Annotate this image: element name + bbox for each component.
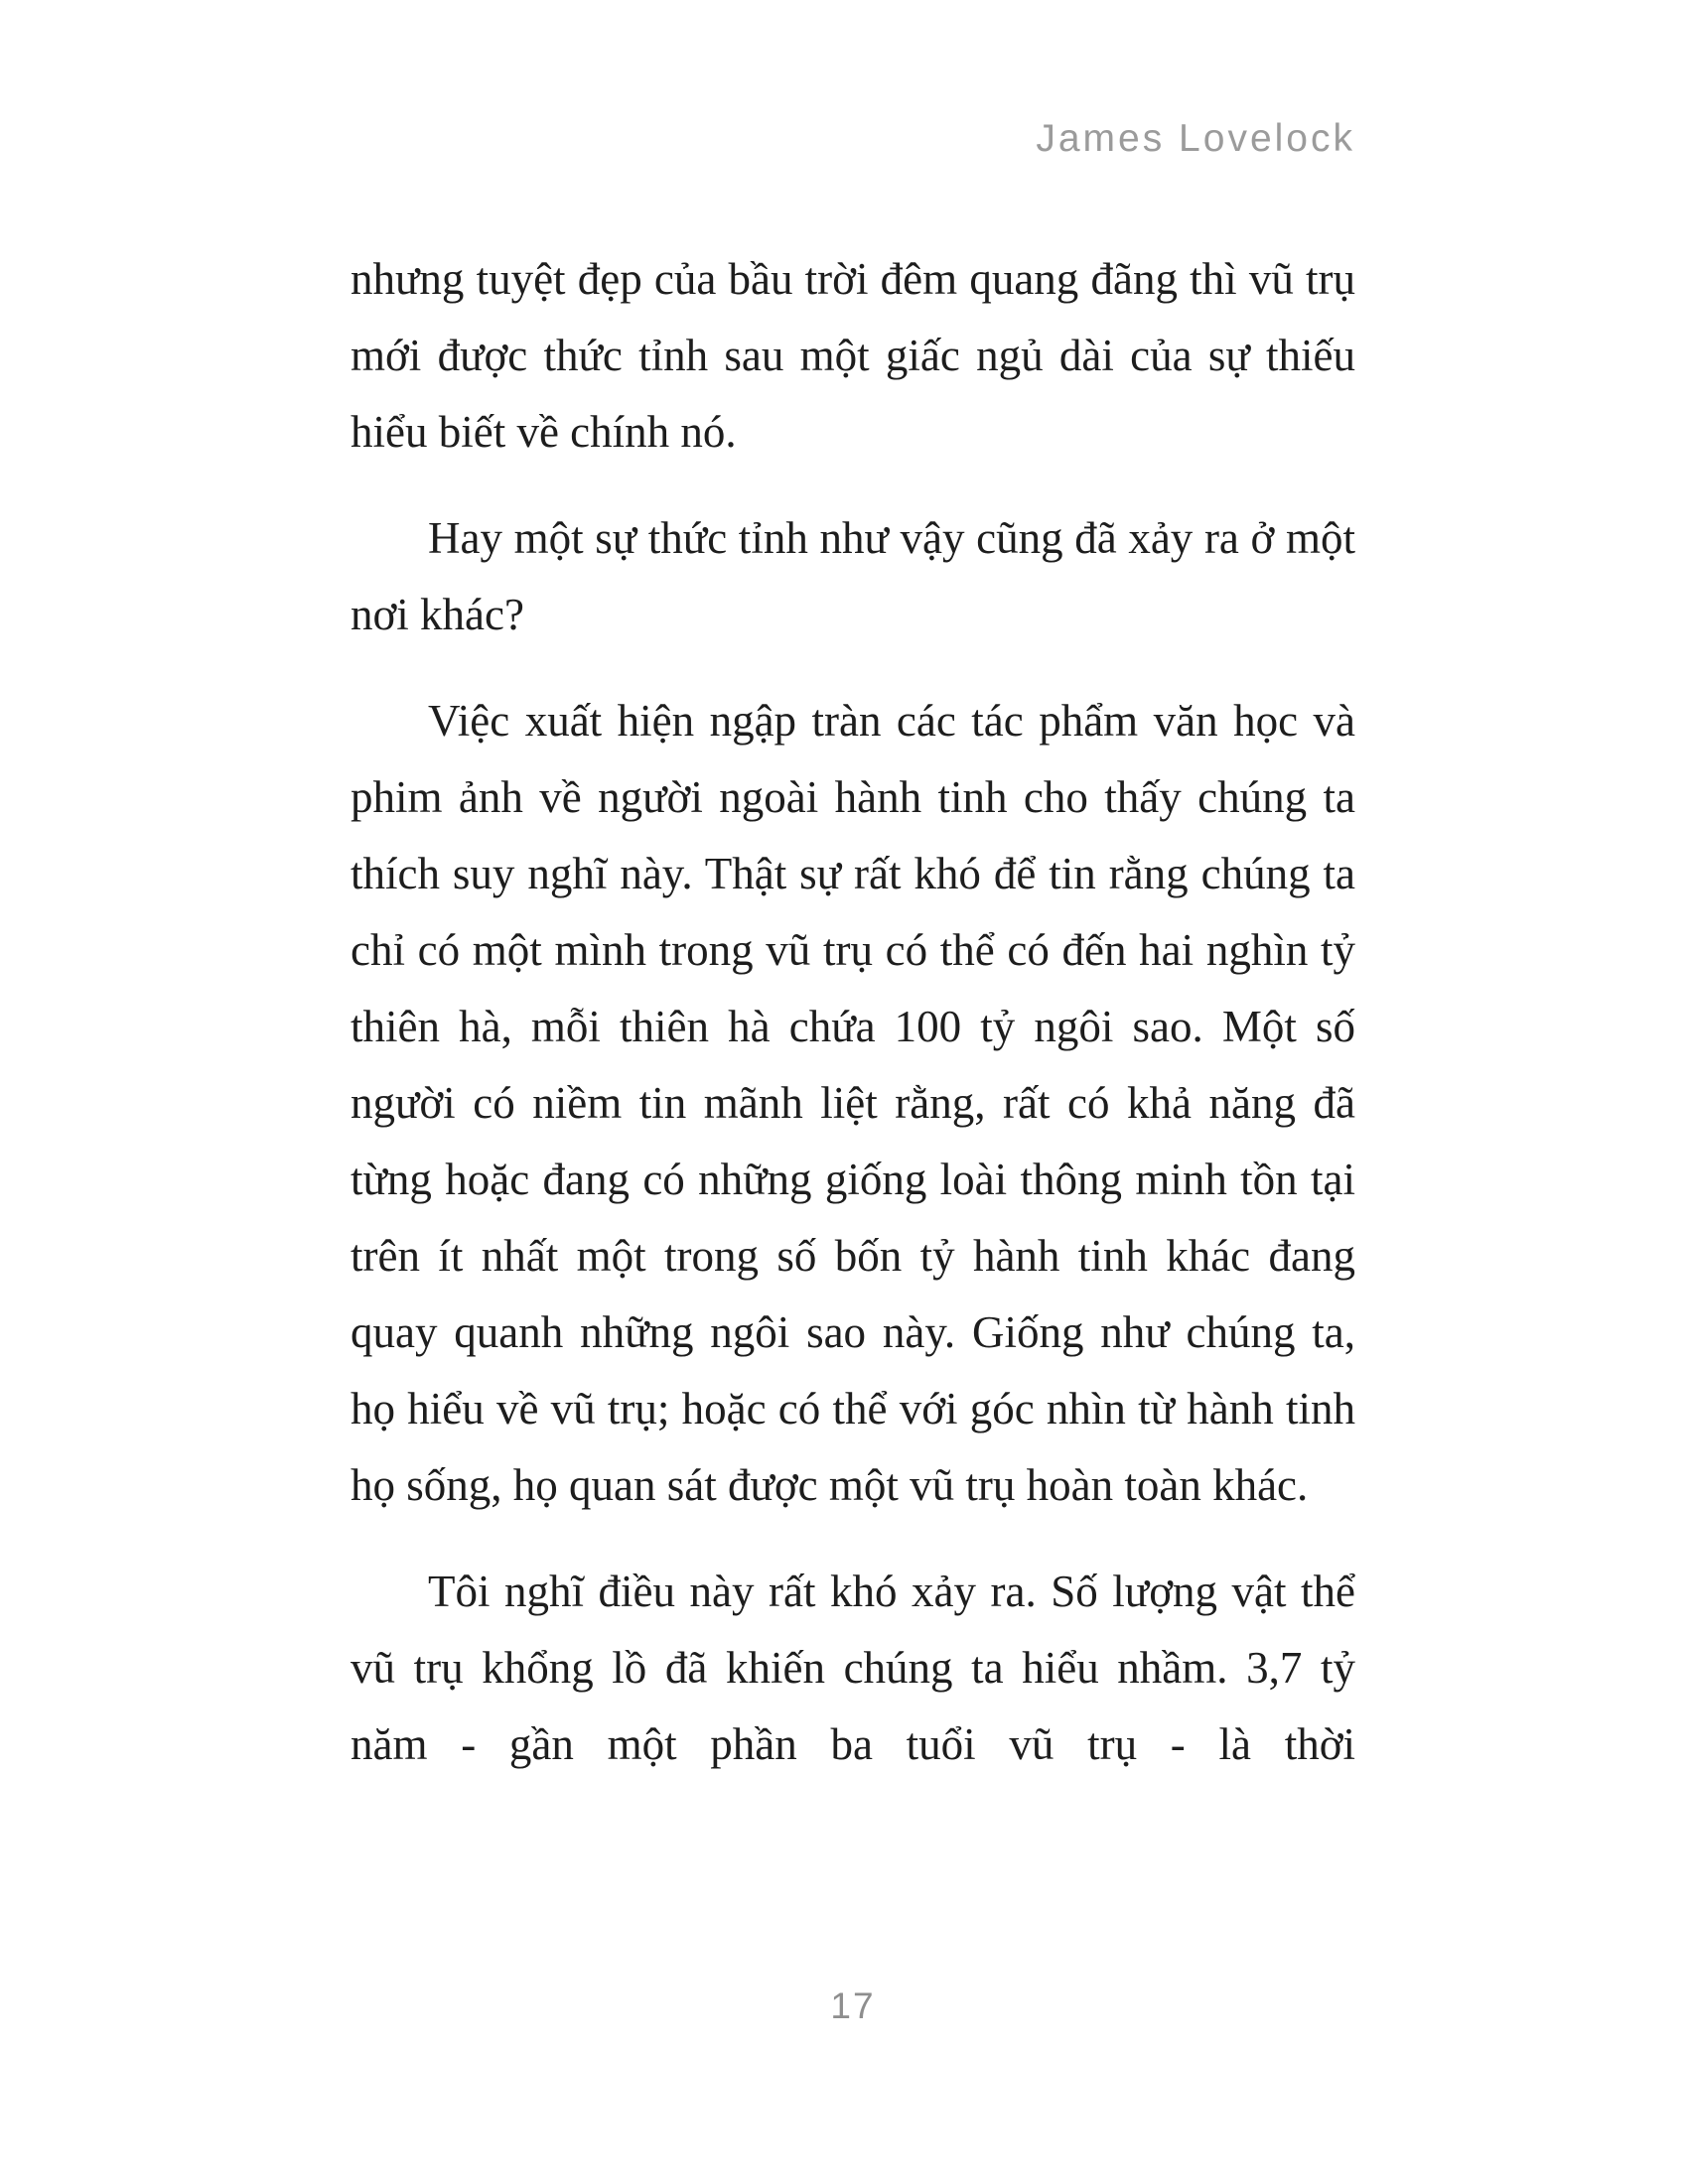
body-paragraph: Hay một sự thức tỉnh như vậy cũng đã xảy ra ở một nơi khác? [351, 513, 1355, 639]
page-number: 17 [830, 1985, 876, 2026]
body-text-column [351, 241, 1355, 1783]
body-paragraph: Việc xuất hiện ngập tràn các tác phẩm văn học và phim ảnh về người ngoài hành tinh cho thấy chúng ta thích suy nghĩ này. Thật sự rất khó để tin rằng chúng ta chỉ có một mình trong vũ trụ có thể có đến hai nghìn tỷ thiên hà, mỗi thiên hà chứa 100 tỷ ngôi sao. Một số người có niềm tin mãnh liệt rằng, rất có khả năng đã từng hoặc đang có những giống loài thông minh tồn tại trên ít nhất một trong số bốn tỷ hành tinh khác đang quay quanh những ngôi sao này. Giống như chúng ta, họ hiểu về vũ trụ; hoặc có thể với góc nhìn từ hành tinh họ sống, họ quan sát được một vũ trụ hoàn toàn khác. [351, 696, 1355, 1510]
running-header-author: James Lovelock [1036, 117, 1355, 160]
body-paragraph: Tôi nghĩ điều này rất khó xảy ra. Số lượng vật thể vũ trụ khổng lồ đã khiến chúng ta hiểu nhầm. 3,7 tỷ năm - gần một phần ba tuổi vũ trụ - là thời [351, 1567, 1355, 1769]
body-paragraph: nhưng tuyệt đẹp của bầu trời đêm quang đãng thì vũ trụ mới được thức tỉnh sau một giấc ngủ dài của sự thiếu hiểu biết về chính nó. [351, 254, 1355, 457]
